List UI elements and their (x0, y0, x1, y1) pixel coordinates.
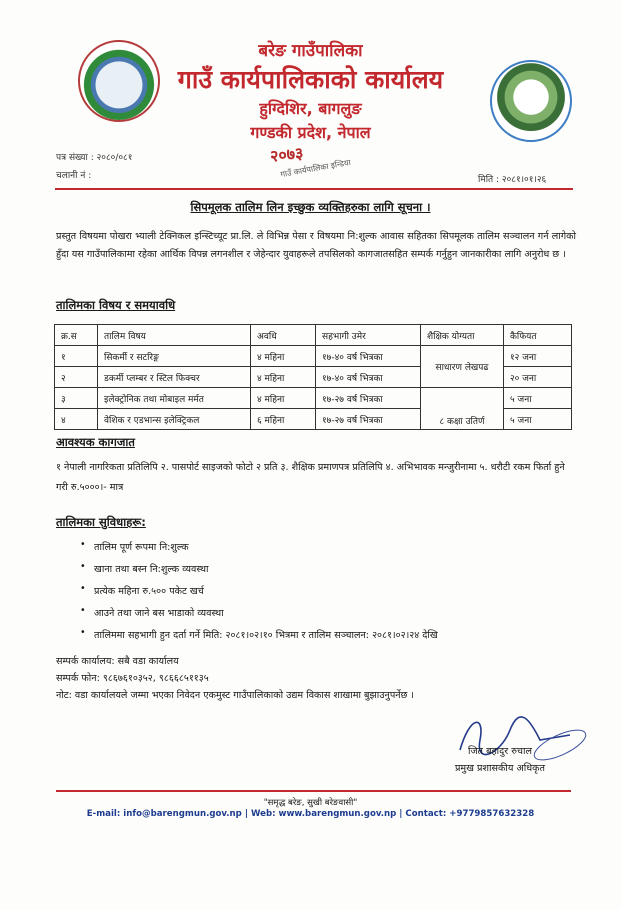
dispatch-number: चलानी नं : (56, 171, 92, 181)
cell-sn: १ (55, 346, 98, 367)
col-header: कैफियत (504, 325, 572, 346)
cell-remark: १२ जना (504, 346, 572, 367)
cell-remark: ५ जना (504, 388, 572, 409)
documents-text: १ नेपाली नागरिकता प्रतिलिपि २. पासपोर्ट साइजको फोटो २ प्रति ३. शैक्षिक प्रमाणपत्र प्रतिलिपि ४. अभिभावक मन्जुरीनामा ५. धरौटी रकम फिर्ता हुने गरी रु.५०००।- मात्र (56, 462, 565, 493)
contact-office: सम्पर्क कार्यालय: सबै वडा कार्यालय (56, 656, 179, 667)
col-header: सहभागी उमेर (316, 325, 421, 346)
cell-duration: ६ महिना (251, 409, 316, 430)
cell-sn: ३ (55, 388, 98, 409)
cell-subject: डकर्मी प्लम्बर र स्टिल फिक्चर (98, 367, 251, 388)
col-header: अवधि (251, 325, 316, 346)
cell-duration: ४ महिना (251, 388, 316, 409)
notice-body: प्रस्तुत विषयमा पोखरा भ्याली टेक्निकल इन्स्टिच्यूट प्रा.लि. ले विभिन्न पेसा र विषयमा नि:शुल्क आवास सहितका सिपमूलक तालिम सञ्चालन गर्न लागेको हुँदा यस गाउँपालिकामा रहेका आर्थिक विपन्न लगनशील र जेहेन्दार युवाहरूले तपसिलको कागजातसहित सम्पर्क गर्नुहुन जानकारीका लागि अनुरोध छ । (56, 231, 576, 260)
received-stamp-text: गाउँ कार्यपालिका इन्डिया (279, 157, 352, 180)
training-heading: तालिमका विषय र समयावधि (56, 298, 176, 312)
cell-remark: ५ जना (504, 409, 572, 430)
office-address: हुग्दिशिर, बागलुङ (259, 99, 362, 118)
table-row (55, 346, 572, 367)
signatory-block (420, 743, 580, 777)
cell-subject: सिकर्मी र सटरिङ्ग (98, 346, 251, 367)
col-header: शैक्षिक योग्यता (421, 325, 504, 346)
list-item: • तालिममा सहभागी हुन दर्ता गर्ने मिति: २०८१।०२।१० भित्रमा र तालिम सञ्चालन: २०८१।०२।२४ देखि (80, 628, 438, 650)
notice-title: सिपमूलक तालिम लिन इच्छुक व्यक्तिहरुका लागि सूचना । (190, 200, 431, 214)
list-item: • आउने तथा जाने बस भाडाको व्यवस्था (80, 606, 438, 628)
footer-divider (56, 790, 571, 792)
footer-contact: E-mail: info@barengmun.gov.np | Web: www.barengmun.gov.np | Contact: +9779857632328 (86, 809, 535, 819)
municipality-name: बरेङ गाउँपालिका (258, 41, 363, 61)
letter-date: मिति : २०८१।०१।२६ (478, 175, 547, 185)
cell-duration: ४ महिना (251, 346, 316, 367)
contact-note: नोट: वडा कार्यालयले जम्मा भएका निवेदन एकमुस्ट गाउँपालिकाको उद्यम विकास शाखामा बुझाउनुपर्नेछ । (56, 690, 415, 701)
cell-subject: वेशिक र एडभान्स इलेक्ट्रिकल (98, 409, 251, 430)
training-table (54, 324, 572, 430)
cell-age: १७-२७ वर्ष भित्रका (316, 409, 421, 430)
facilities-list (80, 540, 438, 650)
received-stamp-number: २०७३ (269, 143, 305, 166)
cell-age: १७-२७ वर्ष भित्रका (316, 388, 421, 409)
cell-duration: ४ महिना (251, 367, 316, 388)
contact-phone: सम्पर्क फोन: ९८६७६१०३५२, ९८६६८५११३५ (56, 673, 209, 684)
footer-slogan: "समृद्ध बरेङ, सुखी बरेङवासी" (263, 798, 358, 808)
list-item: • तालिम पूर्ण रूपमा नि:शुल्क (80, 540, 438, 562)
letter-number: पत्र संख्या : २०८०/०८१ (56, 153, 133, 163)
cell-remark: २० जना (504, 367, 572, 388)
col-header: क्र.स (55, 325, 98, 346)
cell-sn: ४ (55, 409, 98, 430)
facilities-heading: तालिमका सुविधाहरू: (56, 515, 146, 529)
table-header-row (55, 325, 572, 346)
cell-qualification: साधारण लेखपढ (421, 346, 504, 388)
table-row (55, 388, 572, 409)
signatory-designation: प्रमुख प्रशासकीय अधिकृत (454, 763, 546, 774)
cell-age: १७-४० वर्ष भित्रका (316, 346, 421, 367)
list-item: • खाना तथा बस्न नि:शुल्क व्यवस्था (80, 562, 438, 584)
contact-block (56, 653, 414, 704)
list-item: • प्रत्येक महिना रु.५०० पकेट खर्च (80, 584, 438, 606)
signatory-name: जित बहादुर रुचाल (467, 746, 533, 757)
col-header: तालिम विषय (98, 325, 251, 346)
office-name: गाउँ कार्यपालिकाको कार्यालय (177, 65, 444, 94)
cell-sn: २ (55, 367, 98, 388)
documents-heading: आवश्यक कागजात (56, 435, 135, 449)
cell-subject: इलेक्ट्रोनिक तथा मोबाइल मर्मत (98, 388, 251, 409)
cell-qualification: ८ कक्षा उतिर्ण (421, 388, 504, 430)
header-divider (55, 188, 573, 190)
province-name: गण्डकी प्रदेश, नेपाल (250, 123, 371, 142)
cell-age: १७-४० वर्ष भित्रका (316, 367, 421, 388)
